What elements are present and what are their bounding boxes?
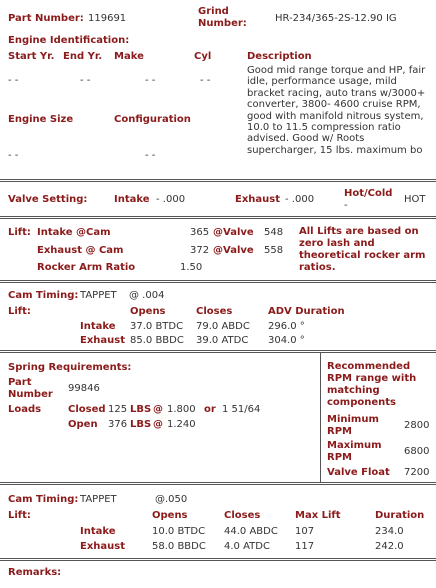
closed-lbs-label: LBS [130,404,152,415]
divider [0,179,436,180]
valve-intake-label: Intake [114,194,150,205]
cam-timing-2-tappet: TAPPET [80,494,117,505]
divider [0,216,436,217]
rocker-arm-ratio-label: Rocker Arm Ratio [37,262,136,273]
intake-2-closes: 44.0 ABDC [224,526,278,537]
cam-timing-2-label: Cam Timing: [8,494,79,505]
part-number-label: Part Number: [8,13,84,24]
rocker-arm-ratio-value: 1.50 [180,262,203,273]
divider [0,352,436,353]
valve-float-label: Valve Float [327,467,390,478]
loads-label: Loads [8,404,42,415]
lift-note: All Lifts are based on zero lash and theoretical rocker arm ratios. [299,226,426,273]
start-year-label: Start Yr. [8,51,55,62]
configuration-label: Configuration [114,114,191,125]
divider [0,280,436,281]
intake-cam-label: Intake @Cam [37,227,111,238]
intake-adv-duration: 296.0 ° [268,321,305,332]
intake-2-duration: 234.0 [375,526,404,537]
intake-row-label: Intake [80,321,116,332]
open-lbs-value: 376 [108,419,128,430]
spring-requirements-label: Spring Requirements: [8,362,132,373]
configuration-value: - - [145,150,156,161]
divider [0,282,436,283]
divider [0,560,436,561]
cam-timing-tappet: TAPPET [80,290,117,301]
intake-opens: 37.0 BTDC [130,321,184,332]
intake-2-opens: 10.0 BTDC [152,526,206,537]
exhaust-closes: 39.0 ATDC [196,335,249,346]
closed-lbs-value: 125 [108,404,128,415]
duration-header: Duration [375,510,425,521]
valve-exhaust-label: Exhaust [235,194,280,205]
exhaust-opens: 85.0 BBDC [130,335,184,346]
end-year-label: End Yr. [63,51,103,62]
cam-timing-lift-label: Lift: [8,306,31,317]
hot-cold-label: Hot/Cold [344,188,393,199]
engine-size-value: - - [8,150,19,161]
closed-label: Closed [68,404,106,415]
valve-intake-value: - .000 [156,194,186,205]
cyl-label: Cyl [194,51,212,62]
grind-number-label-2: Number: [198,18,247,29]
divider [0,484,436,485]
open-at-label: @ [153,419,163,430]
cam-timing-label: Cam Timing: [8,290,79,301]
intake-2-row-label: Intake [80,526,116,537]
hot-cold-value: HOT [404,194,426,205]
exhaust-2-row-label: Exhaust [80,541,125,552]
spring-part-label-1: Part [8,377,32,388]
opens-header: Opens [130,306,166,317]
opens-2-header: Opens [152,510,188,521]
exhaust-2-max-lift: 117 [295,541,315,552]
closes-2-header: Closes [224,510,261,521]
divider [0,350,436,351]
minimum-rpm-value: 2800 [404,420,430,431]
engine-description: Good mid range torque and HP, fair idle, performance usage, mild bracket racing, auto trans w/3000+ converter, 3800- 4600 cruise RPM, good with manifold nitrous system, 10.0 to 11.5 compression ratio advised. Good w/ Roots supercharger, 15 lbs. maximum bo [247,65,426,156]
max-lift-header: Max Lift [295,510,341,521]
cam-timing-at: @ .004 [129,290,165,301]
exhaust-adv-duration: 304.0 ° [268,335,305,346]
part-number-value: 119691 [88,13,127,24]
intake-cam-value: 365 [190,227,210,238]
open-at-value: 1.240 [167,419,196,430]
open-lbs-label: LBS [130,419,152,430]
valve-exhaust-value: - .000 [285,194,315,205]
exhaust-valve-value: 558 [264,245,284,256]
or-label: or [204,404,216,415]
divider [0,181,436,182]
make-value: - - [145,75,156,86]
description-label: Description [247,51,312,62]
lift-label: Lift: [8,227,31,238]
closed-at-label: @ [153,404,163,415]
intake-2-max-lift: 107 [295,526,315,537]
grind-number-label-1: Grind [198,6,229,17]
hot-cold-dash: - [344,200,348,211]
maximum-rpm-value: 6800 [404,446,430,457]
divider [320,352,321,482]
grind-number-value: HR-234/365-2S-12.90 IG [275,13,397,24]
exhaust-valve-label: @Valve [213,245,254,256]
start-year-value: - - [8,75,19,86]
exhaust-cam-label: Exhaust @ Cam [37,245,124,256]
maximum-rpm-label: Maximum RPM [327,440,382,463]
cam-timing-2-at: @.050 [155,494,188,505]
divider [0,558,436,559]
remarks-label: Remarks: [8,567,62,578]
divider [0,218,436,219]
engine-size-label: Engine Size [8,114,74,125]
exhaust-2-opens: 58.0 BBDC [152,541,206,552]
cyl-value: - - [200,75,211,86]
end-year-value: - - [80,75,91,86]
minimum-rpm-label: Minimum RPM [327,414,379,437]
recommended-rpm-heading: Recommended RPM range with matching components [327,361,417,408]
valve-setting-label: Valve Setting: [8,194,88,205]
make-label: Make [114,51,144,62]
valve-float-value: 7200 [404,467,430,478]
adv-duration-header: ADV Duration [268,306,345,317]
exhaust-row-label: Exhaust [80,335,125,346]
divider [0,482,436,483]
closes-header: Closes [196,306,233,317]
exhaust-2-closes: 4.0 ATDC [224,541,270,552]
intake-valve-value: 548 [264,227,284,238]
open-label: Open [68,419,98,430]
closed-at-value: 1.800 [167,404,196,415]
cam-timing-2-lift-label: Lift: [8,510,31,521]
intake-closes: 79.0 ABDC [196,321,250,332]
engine-identification-heading: Engine Identification: [8,35,130,46]
exhaust-cam-value: 372 [190,245,210,256]
spring-part-label-2: Number [8,389,53,400]
intake-valve-label: @Valve [213,227,254,238]
exhaust-2-duration: 242.0 [375,541,404,552]
spring-part-number: 99846 [68,383,100,394]
closed-alt-value: 1 51/64 [222,404,261,415]
